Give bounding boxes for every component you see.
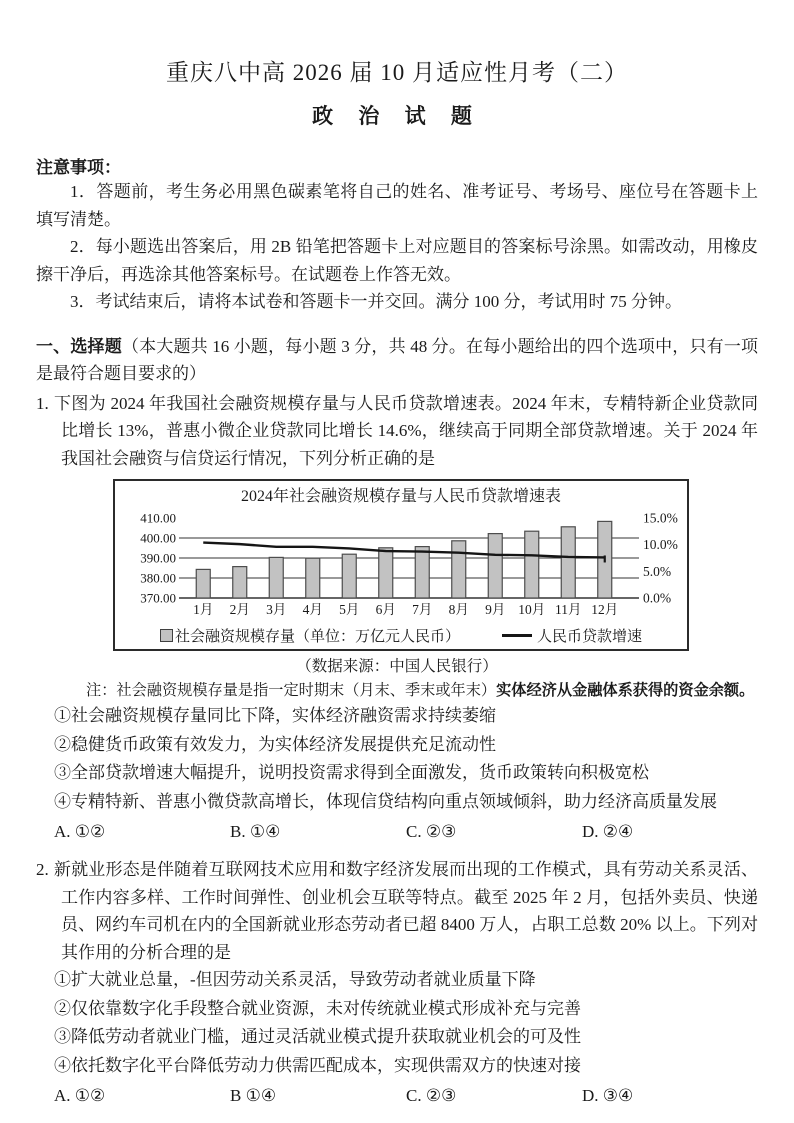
legend-line-label: 人民币贷款增速 — [537, 629, 643, 645]
q1-option-4: ④专精特新、普惠小微贷款高增长，体现信贷结构向重点领域倾斜，助力经济高质量发展 — [54, 791, 717, 811]
bar-7月 — [415, 547, 429, 598]
bar-4月 — [306, 558, 320, 598]
x-axis-tick: 6月 — [375, 602, 396, 617]
chart-legend — [118, 625, 684, 646]
notice-item: 2．每小题选出答案后，用 2B 铅笔把答题卡上对应题目的答案标号涂黑。如需改动，用橡皮擦干净后，再选涂其他答案标号。在试题卷上作答无效。 — [36, 237, 758, 284]
q2-answer-row — [36, 1081, 758, 1111]
x-axis-tick: 4月 — [302, 602, 323, 617]
exam-subject: 政 治 试 题 — [312, 104, 482, 128]
chart-title: 2024年社会融资规模存量与人民币贷款增速表 — [240, 488, 561, 505]
right-axis-tick: 0.0% — [643, 590, 672, 606]
notice-heading: 注意事项： — [36, 158, 121, 177]
q1-option-3: ③全部贷款增速大幅提升，说明投资需求得到全面激发，货币政策转向积极宽松 — [54, 763, 649, 782]
left-axis-tick: 380.00 — [140, 570, 176, 586]
section-heading — [36, 333, 758, 388]
x-axis-tick: 1月 — [193, 602, 214, 617]
notice-item: 1．答题前，考生务必用黑色碳素笔将自己的姓名、准考证号、考场号、座位号在答题卡上填写清楚。 — [36, 182, 758, 229]
left-axis-tick: 370.00 — [140, 590, 176, 606]
x-axis-tick: 8月 — [448, 602, 469, 617]
left-axis-tick: 410.00 — [140, 510, 176, 526]
line-swatch-icon — [502, 634, 532, 637]
right-axis-tick: 5.0% — [643, 563, 672, 579]
q2-answer-b: B ①④ — [230, 1086, 277, 1105]
legend-bar-label: 社会融资规模存量（单位：万亿元人民币） — [174, 629, 460, 645]
chart-note — [36, 679, 758, 702]
q2-option-1: ①扩大就业总量，-但因劳动关系灵活，导致劳动者就业质量下降 — [54, 970, 536, 989]
q1-answer-a: A. ①② — [54, 822, 106, 841]
bar-6月 — [379, 548, 393, 598]
question-1-stem: 下图为 2024 年我国社会融资规模存量与人民币贷款增速表。2024 年末，专精特新企业贷款同比增长 13%，普惠小微企业贷款同比增长 14.6%，继续高于同期全部贷款增速。关于 2024 年我国社会融资与信贷运行情况，下列分析正确的是 — [53, 393, 758, 468]
question-2-stem: 新就业形态是伴随着互联网技术应用和数字经济发展而出现的工作模式，具有劳动关系灵活、工作内容多样、工作时间弹性、创业机会互联等特点。截至 2025 年 2 月，包括外卖员、快递员、网约车司机在内的全国新就业形态劳动者已超 8400 万人，占职工总数 20% 以上。下列对其作用的分析合理的是 — [53, 860, 758, 962]
question-2-number: 2. — [36, 860, 49, 879]
bar-10月 — [525, 531, 539, 598]
x-axis-tick: 9月 — [485, 602, 506, 617]
q1-answer-b: B. ①④ — [230, 822, 281, 841]
chart-note-definition: 实体经济从金融体系获得的资金余额。 — [496, 682, 755, 699]
section-heading-desc: （本大题共 16 小题，每小题 3 分，共 48 分。在每小题给出的四个选项中，只有一项是最符合题目要求的） — [36, 336, 759, 383]
bar-5月 — [342, 554, 356, 598]
section-heading-label: 一、选择题 — [36, 336, 122, 356]
x-axis-tick: 2月 — [229, 602, 250, 617]
question-2 — [36, 856, 758, 966]
legend-bar-item — [160, 625, 460, 646]
bar-2月 — [233, 567, 247, 598]
q1-option-2: ②稳健货币政策有效发力，为实体经济发展提供充足流动性 — [54, 734, 496, 754]
q2-answer-d: D. ③④ — [582, 1086, 634, 1105]
q2-option-4: ④依托数字化平台降低劳动力供需匹配成本，实现供需双方的快速对接 — [54, 1055, 581, 1075]
bar-8月 — [452, 541, 466, 598]
exam-title: 重庆八中高 2026 届 10 月适应性月考（二） — [166, 60, 628, 85]
legend-line-item — [502, 625, 642, 646]
notice-item: 3．考试结束后，请将本试卷和答题卡一并交回。满分 100 分，考试用时 75 分钟。 — [70, 292, 682, 311]
x-axis-tick: 10月 — [518, 602, 546, 617]
right-axis-tick: 10.0% — [643, 537, 678, 553]
x-axis-tick: 3月 — [266, 602, 287, 617]
q1-option-1: ①社会融资规模存量同比下降，实体经济融资需求持续萎缩 — [54, 706, 496, 725]
q2-answer-a: A. ①② — [54, 1086, 106, 1105]
bar-11月 — [561, 527, 575, 598]
x-axis-tick: 7月 — [412, 602, 433, 617]
chart-figure — [113, 479, 689, 651]
x-axis-tick: 12月 — [591, 602, 619, 617]
left-axis-tick: 400.00 — [140, 530, 176, 546]
q2-option-3: ③降低劳动者就业门槛，通过灵活就业模式提升获取就业机会的可及性 — [54, 1027, 581, 1046]
q2-answer-c: C. ②③ — [406, 1086, 457, 1105]
question-1 — [36, 390, 758, 473]
q1-answer-c: C. ②③ — [406, 822, 457, 841]
q2-option-2: ②仅依靠数字化手段整合就业资源，未对传统就业模式形成补充与完善 — [54, 998, 581, 1018]
right-axis-tick: 15.0% — [643, 510, 678, 526]
left-axis-tick: 390.00 — [140, 550, 176, 566]
chart-canvas — [121, 508, 681, 624]
question-1-number: 1. — [36, 393, 49, 413]
q1-answer-d: D. ②④ — [582, 822, 634, 841]
bar-3月 — [269, 557, 283, 598]
bar-swatch-icon — [160, 629, 173, 642]
loan-growth-line — [203, 543, 605, 558]
x-axis-tick: 11月 — [555, 602, 582, 617]
bar-1月 — [196, 569, 210, 598]
chart-note-intro: 注：社会融资规模存量是指一定时期末（月末、季末或年末） — [86, 682, 497, 699]
chart-source: （数据来源：中国人民银行） — [296, 658, 498, 675]
x-axis-tick: 5月 — [339, 602, 360, 617]
q1-answer-row — [36, 817, 758, 847]
bar-9月 — [488, 534, 502, 598]
